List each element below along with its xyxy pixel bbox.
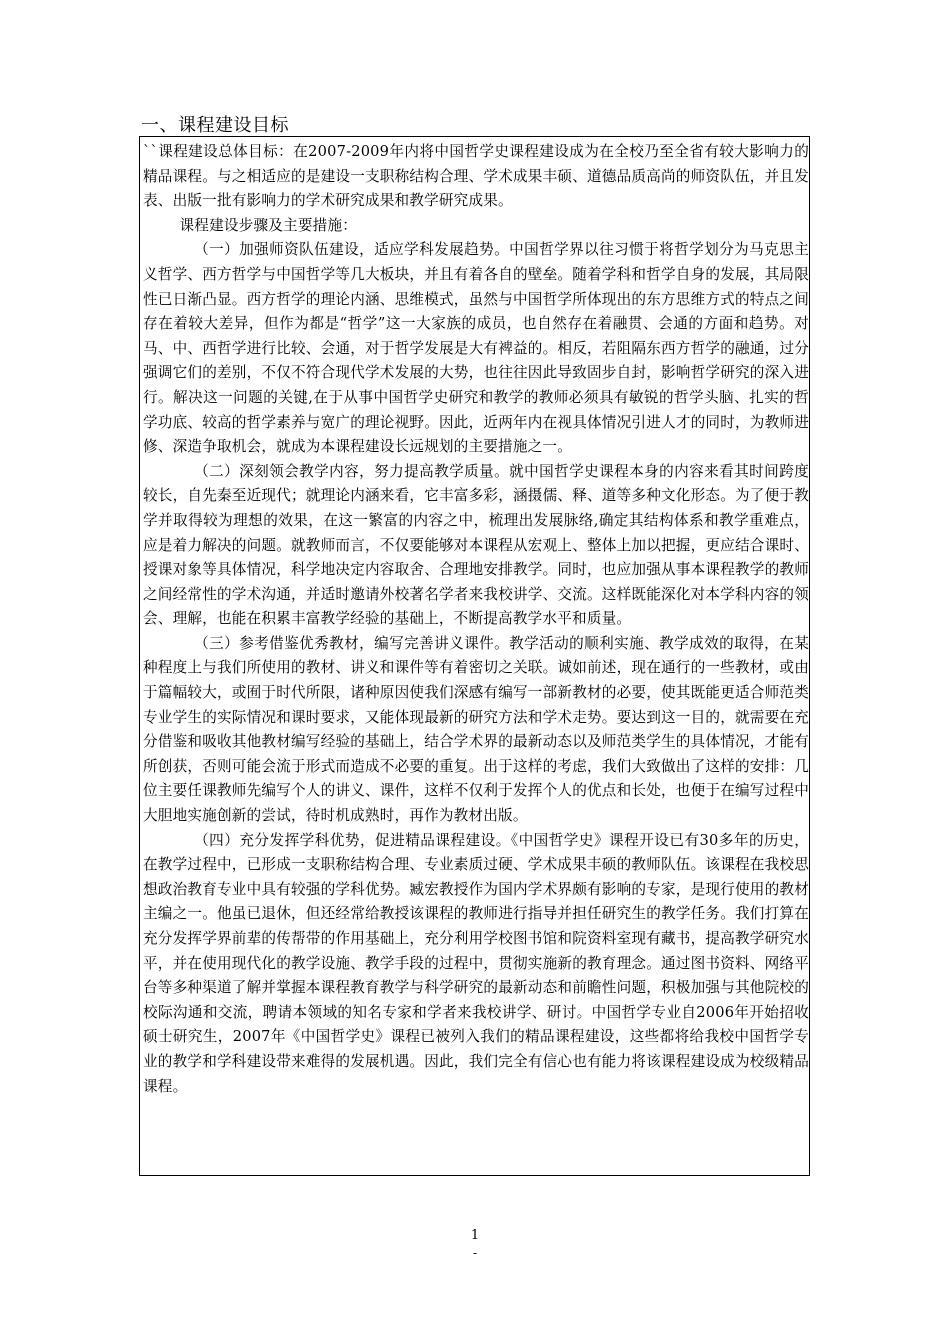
paragraph-measure-3: （三）参考借鉴优秀教材，编写完善讲义课件。教学活动的顺利实施、教学成效的取得，在某种程度上与我们所使用的教材、讲义和课件等有着密切之关联。诚如前述，现在通行的一些教材，或由于篇幅较大，或囿于时代所限，诸种原因使我们深感有编写一部新教材的必要，使其既能更适合师范类专业学生的实际情况和课时要求，又能体现最新的研究方法和学术走势。要达到这一目的，就需要在充分借鉴和吸收其他教材编写经验的基础上，结合学术界的最新动态以及师范类学生的具体情况，才能有所创获，否则可能会流于形式而造成不必要的重复。出于这样的考虑，我们大致做出了这样的安排：几位主要任课教师先编写个人的讲义、课件，这样不仅利于发挥个人的优点和长处，也便于在编写过程中大胆地实施创新的尝试，待时机成熟时，再作为教材出版。 (143, 634, 809, 825)
section-heading: 一、课程建设目标 (141, 115, 289, 136)
paragraph-measure-4: （四）充分发挥学科优势，促进精品课程建设。《中国哲学史》课程开设已有30多年的历史，在教学过程中，已形成一支职称结构合理、专业素质过硬、学术成果丰硕的教师队伍。该课程在我校思想政治教育专业中具有较强的学科优势。臧宏教授作为国内学术界颇有影响的专家，是现行使用的教材主编之一。他虽已退休，但还经常给教授该课程的教师进行指导并担任研究生的教学任务。我们打算在充分发挥学界前辈的传帮带的作用基础上，充分利用学校图书馆和院资料室现有藏书，提高教学研究水平，并在使用现代化的教学设施、教学手段的过程中，贯彻实施新的教育理念。通过图书资料、网络平台等多种渠道了解并掌握本课程教育教学与科学研究的最新动态和前瞻性问题，积极加强与其他院校的校际沟通和交流，聘请本领域的知名专家和学者来我校讲学、研讨。中国哲学专业自2006年开始招收硕士研究生，2007年《中国哲学史》课程已被列入我们的精品课程建设，这些都将给我校中国哲学专业的教学和学科建设带来难得的发展机遇。因此，我们完全有信心也有能力将该课程建设成为校级精品课程。 (143, 831, 809, 1095)
page-number: 1 (470, 1228, 480, 1243)
page-dash: - (472, 1246, 478, 1260)
paragraph-measure-1: （一）加强师资队伍建设，适应学科发展趋势。中国哲学界以往习惯于将哲学划分为马克思主义哲学、西方哲学与中国哲学等几大板块，并且有着各自的壁垒。随着学科和哲学自身的发展，其局限性已日渐凸显。西方哲学的理论内涵、思维模式，虽然与中国哲学所体现出的东方思维方式的特点之间存在着较大差异，但作为都是“哲学”这一大家族的成员，也自然存在着融贯、会通的方面和趋势。对马、中、西哲学进行比较、会通，对于哲学发展是大有裨益的。相反，若阻隔东西方哲学的融通，过分强调它们的差别，不仅不符合现代学术发展的大势，也往往因此导致固步自封，影响哲学研究的深入进行。解决这一问题的关键,在于从事中国哲学史研究和教学的教师必须具有敏锐的哲学头脑、扎实的哲学功底、较高的哲学素养与宽广的理论视野。因此，近两年内在视具体情况引进人才的同时，为教师进修、深造争取机会，就成为本课程建设长远规划的主要措施之一。 (143, 241, 809, 456)
paragraph-steps-heading: 课程建设步骤及主要措施： (179, 216, 358, 234)
paragraph-measure-2: （二）深刻领会教学内容，努力提高教学质量。就中国哲学史课程本身的内容来看其时间跨度较长，自先秦至近现代；就理论内涵来看，它丰富多彩，涵摄儒、释、道等多种文化形态。为了便于教学并取得较为理想的效果，在这一繁富的内容之中，梳理出发展脉络,确定其结构体系和教学重难点，应是着力解决的问题。就教师而言，不仅要能够对本课程从宏观上、整体上加以把握，更应结合课时、授课对象等具体情况，科学地决定内容取舍、合理地安排教学。同时，也应加强从事本课程教学的教师之间经常性的学术沟通，并适时邀请外校著名学者来我校讲学、交流。这样既能深化对本学科内容的领会、理解，也能在积累丰富教学经验的基础上，不断提高教学水平和质量。 (143, 462, 809, 628)
content-box (139, 136, 810, 1176)
paragraph-overall-goal: ``课程建设总体目标：在2007-2009年内将中国哲学史课程建设成为在全校乃至全省有较大影响力的精品课程。与之相适应的是建设一支职称结构合理、学术成果丰硕、道德品质高尚的师资队伍，并且发表、出版一批有影响力的学术研究成果和教学研究成果。 (143, 143, 809, 210)
